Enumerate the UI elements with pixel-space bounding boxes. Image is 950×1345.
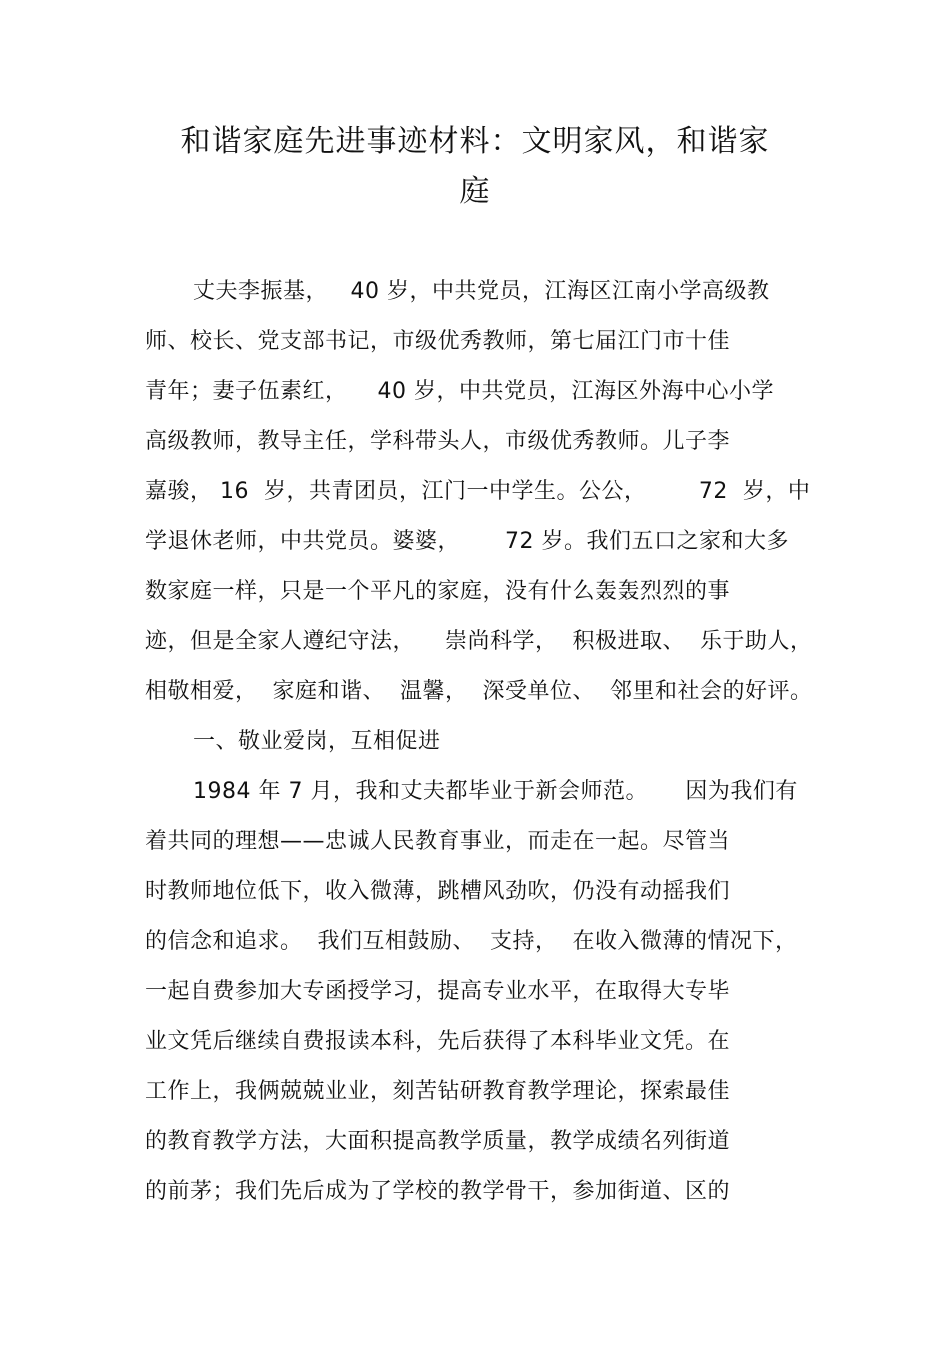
- section-heading: 一、敬业爱岗，互相促进: [193, 729, 441, 754]
- paragraph-line: 时教师地位低下，收入微薄，跳槽风劲吹，仍没有动摇我们: [145, 879, 731, 904]
- paragraph-line: 的教育教学方法，大面积提高教学质量，教学成绩名列街道: [145, 1129, 731, 1154]
- document-title-line-1: 和谐家庭先进事迹材料：文明家风，和谐家: [180, 124, 770, 159]
- paragraph-line: 的前茅；我们先后成为了学校的教学骨干，参加街道、区的: [145, 1179, 731, 1204]
- paragraph-line: 工作上，我俩兢兢业业，刻苦钻研教育教学理论，探索最佳: [145, 1079, 731, 1104]
- paragraph-line: 学退休老师，中共党员。婆婆， 72 岁。我们五口之家和大多: [145, 529, 789, 554]
- paragraph-line: 数家庭一样，只是一个平凡的家庭，没有什么轰轰烈烈的事: [145, 579, 731, 604]
- paragraph-line: 丈夫李振基， 40 岁，中共党员，江海区江南小学高级教: [193, 279, 770, 304]
- paragraph-line: 嘉骏， 16 岁，共青团员，江门一中学生。公公， 72 岁，中: [145, 479, 811, 504]
- paragraph-line: 的信念和追求。 我们互相鼓励、 支持， 在收入微薄的情况下，: [145, 929, 798, 954]
- paragraph-line: 相敬相爱， 家庭和谐、 温馨， 深受单位、 邻里和社会的好评。: [145, 679, 813, 704]
- paragraph-line: 师、校长、党支部书记，市级优秀教师，第七届江门市十佳: [145, 329, 731, 354]
- document-title-line-2: 庭: [459, 174, 491, 209]
- paragraph-line: 着共同的理想——忠诚人民教育事业，而走在一起。尽管当: [145, 829, 731, 854]
- paragraph-line: 青年；妻子伍素红， 40 岁，中共党员，江海区外海中心小学: [145, 379, 774, 404]
- paragraph-line: 高级教师，教导主任，学科带头人，市级优秀教师。儿子李: [145, 429, 731, 454]
- paragraph-line: 业文凭后继续自费报读本科，先后获得了本科毕业文凭。在: [145, 1029, 731, 1054]
- paragraph-line: 迹，但是全家人遵纪守法， 崇尚科学， 积极进取、 乐于助人，: [145, 629, 813, 654]
- paragraph-line: 1984 年 7 月，我和丈夫都毕业于新会师范。 因为我们有: [193, 779, 798, 804]
- paragraph-line: 一起自费参加大专函授学习，提高专业水平，在取得大专毕: [145, 979, 731, 1004]
